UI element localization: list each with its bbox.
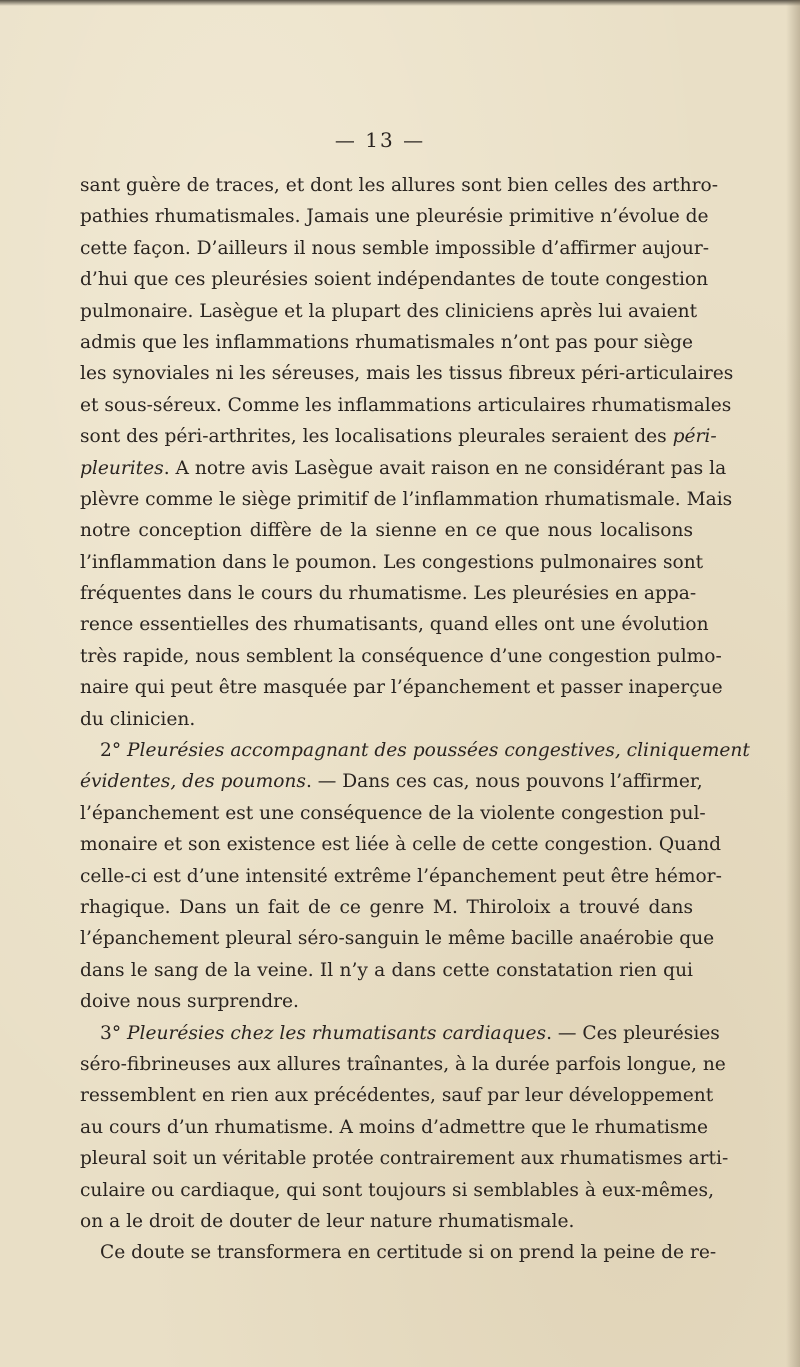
line-text: admis que les inflammations rhumatismales n’ont pas pour siège [80, 331, 693, 353]
line-text: l’épanchement pleural séro-sanguin le même bacille anaérobie que [80, 928, 715, 950]
text-line [80, 1237, 717, 1268]
text-line [80, 170, 718, 201]
line-text: ressemblent en rien aux précédentes, sauf par leur développement [80, 1085, 714, 1107]
text-line [80, 986, 693, 1017]
line-text: Ce doute se transformera en certitude si on prend la peine de re- [100, 1242, 717, 1264]
line-text: et sous-séreux. Comme les inflammations articulaires rhumatismales [80, 394, 732, 416]
italic-text: Pleurésies accompagnant des poussées congestives, cliniquement [127, 740, 750, 762]
text-line [80, 1049, 726, 1080]
italic-text: péri- [672, 426, 717, 448]
text-line [80, 264, 709, 295]
line-text: d’hui que ces pleurésies soient indépendantes de toute congestion [80, 269, 709, 291]
line-text: culaire ou cardiaque, qui sont toujours si semblables à eux-mêmes, [80, 1179, 714, 1201]
line-text: doive nous surprendre. [80, 991, 299, 1013]
text-line [80, 484, 733, 515]
line-text: rence essentielles des rhumatisants, quand elles ont une évolution [80, 614, 709, 636]
body-text [80, 170, 750, 1269]
line-text: sont des péri-arthrites, les localisations pleurales seraient des [80, 426, 673, 448]
text-line [80, 1112, 709, 1143]
line-text: . — Dans ces cas, nous pouvons l’affirmer, [305, 771, 703, 793]
line-text: sant guère de traces, et dont les allures sont bien celles des arthro- [80, 175, 718, 196]
text-line [80, 453, 727, 484]
line-text: notre conception diffère de la sienne en ce que nous localisons [80, 520, 693, 542]
line-text: pulmonaire. Lasègue et la plupart des cliniciens après lui avaient [80, 300, 698, 322]
text-line [80, 233, 710, 264]
text-line [80, 1143, 729, 1174]
text-line [80, 955, 693, 986]
text-line [80, 609, 709, 640]
text-line [80, 735, 750, 766]
text-line [80, 766, 703, 797]
line-text: naire qui peut être masquée par l’épanchement et passer inaperçue [80, 677, 723, 699]
italic-text: pleurites [80, 457, 164, 479]
italic-text: Pleurésies chez les rhumatisants cardiaques [127, 1022, 547, 1044]
text-line [80, 515, 693, 546]
text-line [80, 327, 693, 358]
line-text: les synoviales ni les séreuses, mais les tissus fibreux péri-articulaires [80, 363, 734, 385]
text-line [80, 798, 706, 829]
text-line [80, 390, 732, 421]
line-text: l’inflammation dans le poumon. Les congestions pulmonaires sont [80, 551, 704, 573]
line-text: rhagique. Dans un fait de ce genre M. Thiroloix a trouvé dans [80, 896, 693, 918]
text-line [80, 1206, 693, 1237]
text-line [80, 861, 722, 892]
text-line [80, 923, 715, 954]
line-text: séro-fibrineuses aux allures traînantes, à la durée parfois longue, ne [80, 1053, 726, 1075]
line-text: dans le sang de la veine. Il n’y a dans cette constatation rien qui [80, 959, 693, 981]
line-text: plèvre comme le siège primitif de l’inflammation rhumatismale. Mais [80, 488, 733, 510]
text-line [80, 892, 693, 923]
line-text: 3° [100, 1022, 128, 1044]
line-text: on a le droit de douter de leur nature rhumatismale. [80, 1210, 575, 1232]
text-line [80, 672, 723, 703]
text-line [80, 547, 704, 578]
line-text: 2° [100, 740, 128, 762]
line-text: . — Ces pleurésies [546, 1022, 720, 1044]
text-line [80, 1080, 714, 1111]
line-text: pathies rhumatismales. Jamais une pleurésie primitive n’évolue de [80, 206, 709, 228]
text-line [80, 578, 697, 609]
italic-text: évidentes, des poumons [80, 771, 306, 793]
line-text: fréquentes dans le cours du rhumatisme. Les pleurésies en appa- [80, 583, 697, 605]
line-text: très rapide, nous semblent la conséquence d’une congestion pulmo- [80, 645, 722, 667]
line-text: monaire et son existence est liée à celle de cette congestion. Quand [80, 834, 722, 856]
line-text: . A notre avis Lasègue avait raison en ne considérant pas la [163, 457, 727, 479]
text-line [80, 421, 717, 452]
page-top-edge [0, 0, 800, 6]
line-text: pleural soit un véritable protée contrairement aux rhumatismes arti- [80, 1148, 729, 1170]
text-line [80, 641, 722, 672]
page-right-edge [786, 0, 800, 1367]
line-text: celle-ci est d’une intensité extrême l’épanchement peut être hémor- [80, 865, 722, 887]
line-text: au cours d’un rhumatisme. A moins d’admettre que le rhumatisme [80, 1116, 709, 1138]
text-line [80, 1018, 720, 1049]
text-line [80, 704, 693, 735]
text-line [80, 1175, 714, 1206]
text-line [80, 358, 734, 389]
text-line [80, 296, 698, 327]
line-text: l’épanchement est une conséquence de la violente congestion pul- [80, 802, 706, 824]
text-line [80, 201, 709, 232]
text-line [80, 829, 722, 860]
page-number: — 13 — [334, 128, 426, 152]
line-text: du clinicien. [80, 708, 196, 730]
line-text: cette façon. D’ailleurs il nous semble impossible d’affirmer aujour- [80, 237, 710, 259]
